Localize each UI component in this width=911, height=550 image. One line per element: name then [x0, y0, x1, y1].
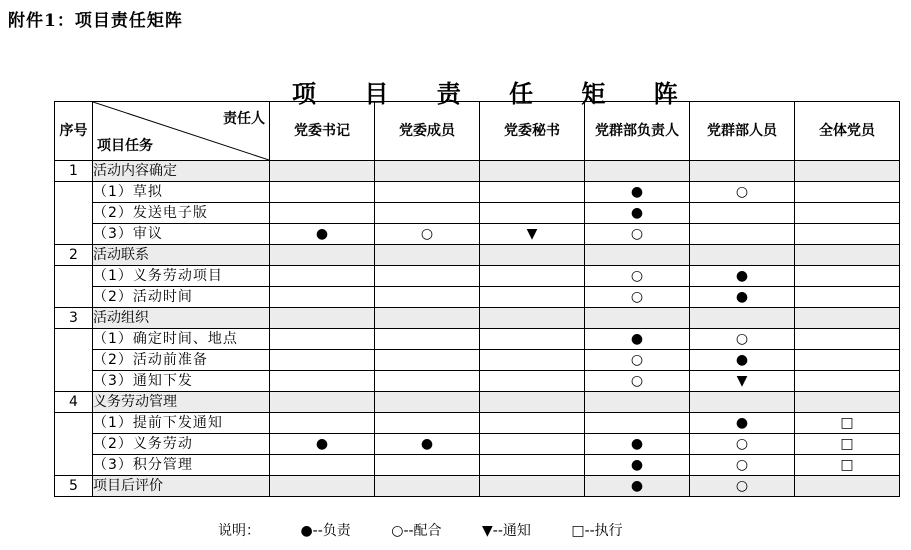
role-mark-cell — [690, 203, 795, 224]
role-mark-cell — [480, 413, 585, 434]
legend — [218, 520, 659, 540]
role-mark-cell — [480, 371, 585, 392]
row-seq: 2 — [55, 245, 93, 266]
row-task: 义务劳动管理 — [93, 392, 270, 413]
role-mark-cell: □ — [795, 413, 900, 434]
row-seq-blank — [55, 329, 93, 392]
role-mark-cell — [795, 392, 900, 413]
role-mark-cell — [375, 245, 480, 266]
responsibility-matrix — [54, 101, 900, 497]
header-seq: 序号 — [55, 102, 93, 161]
role-mark-cell — [375, 182, 480, 203]
role-mark-cell — [795, 161, 900, 182]
row-task: （1）草拟 — [93, 182, 270, 203]
role-mark-cell — [795, 476, 900, 497]
role-mark-cell — [270, 476, 375, 497]
header-role: 全体党员 — [795, 102, 900, 161]
category-row — [55, 308, 900, 329]
role-mark-cell — [270, 203, 375, 224]
role-mark-cell — [270, 413, 375, 434]
role-mark-cell — [375, 476, 480, 497]
role-mark-cell: ○ — [585, 371, 690, 392]
role-mark-cell — [270, 287, 375, 308]
role-mark-cell: ○ — [585, 224, 690, 245]
role-mark-cell — [375, 287, 480, 308]
role-mark-cell — [270, 266, 375, 287]
row-seq-blank — [55, 413, 93, 476]
role-mark-cell: ○ — [690, 182, 795, 203]
row-task: （1）确定时间、地点 — [93, 329, 270, 350]
legend-item: ●--负责 — [300, 523, 351, 539]
role-mark-cell: □ — [795, 434, 900, 455]
table-row — [55, 413, 900, 434]
role-mark-cell — [270, 392, 375, 413]
role-mark-cell — [690, 308, 795, 329]
role-mark-cell: ○ — [690, 434, 795, 455]
header-role: 党委书记 — [270, 102, 375, 161]
role-mark-cell — [690, 224, 795, 245]
role-mark-cell — [270, 245, 375, 266]
row-task: （3）审议 — [93, 224, 270, 245]
table-row — [55, 182, 900, 203]
role-mark-cell — [480, 455, 585, 476]
row-task: （2）活动前准备 — [93, 350, 270, 371]
row-seq: 1 — [55, 161, 93, 182]
role-mark-cell — [690, 245, 795, 266]
role-mark-cell — [375, 371, 480, 392]
role-mark-cell: ○ — [690, 455, 795, 476]
row-seq: 4 — [55, 392, 93, 413]
role-mark-cell — [375, 455, 480, 476]
role-mark-cell: ● — [690, 287, 795, 308]
role-mark-cell: ● — [375, 434, 480, 455]
role-mark-cell: ● — [585, 329, 690, 350]
role-mark-cell: ● — [270, 434, 375, 455]
role-mark-cell — [795, 224, 900, 245]
role-mark-cell: ● — [585, 203, 690, 224]
role-mark-cell — [375, 161, 480, 182]
role-mark-cell — [480, 329, 585, 350]
role-mark-cell — [585, 413, 690, 434]
role-mark-cell — [375, 392, 480, 413]
role-mark-cell — [480, 476, 585, 497]
role-mark-cell — [795, 350, 900, 371]
role-mark-cell — [690, 392, 795, 413]
row-task: （3）通知下发 — [93, 371, 270, 392]
role-mark-cell — [585, 245, 690, 266]
row-task: 项目后评价 — [93, 476, 270, 497]
role-mark-cell — [480, 245, 585, 266]
row-task: （2）发送电子版 — [93, 203, 270, 224]
row-task: （1）提前下发通知 — [93, 413, 270, 434]
row-task: （2）活动时间 — [93, 287, 270, 308]
table-row — [55, 287, 900, 308]
row-seq: 5 — [55, 476, 93, 497]
legend-item: ○--配合 — [391, 523, 442, 539]
role-mark-cell: ● — [585, 434, 690, 455]
table-row — [55, 434, 900, 455]
category-row — [55, 476, 900, 497]
role-mark-cell: ● — [585, 476, 690, 497]
role-mark-cell — [270, 329, 375, 350]
role-mark-cell — [375, 329, 480, 350]
role-mark-cell — [270, 455, 375, 476]
header-role: 党群部人员 — [690, 102, 795, 161]
matrix-body — [55, 161, 900, 497]
role-mark-cell: ▼ — [690, 371, 795, 392]
role-mark-cell: ○ — [690, 329, 795, 350]
role-mark-cell — [270, 308, 375, 329]
row-seq-blank — [55, 266, 93, 308]
row-seq: 3 — [55, 308, 93, 329]
role-mark-cell — [375, 266, 480, 287]
header-responsible-person: 责任人 — [223, 111, 265, 127]
role-mark-cell — [270, 350, 375, 371]
role-mark-cell: ○ — [585, 287, 690, 308]
table-row — [55, 329, 900, 350]
role-mark-cell: ○ — [585, 266, 690, 287]
role-mark-cell: □ — [795, 455, 900, 476]
table-row — [55, 224, 900, 245]
table-row — [55, 203, 900, 224]
role-mark-cell — [480, 203, 585, 224]
attachment-title: 附件1：项目责任矩阵 — [8, 11, 183, 31]
legend-item: ▼--通知 — [482, 523, 531, 539]
table-title: 项 目 责 任 矩 阵 — [292, 79, 698, 108]
role-mark-cell — [375, 203, 480, 224]
role-mark-cell — [375, 413, 480, 434]
role-mark-cell — [270, 161, 375, 182]
role-mark-cell — [690, 161, 795, 182]
role-mark-cell — [480, 266, 585, 287]
role-mark-cell — [795, 287, 900, 308]
role-mark-cell: ● — [690, 413, 795, 434]
role-mark-cell — [270, 371, 375, 392]
role-mark-cell — [480, 287, 585, 308]
header-row — [55, 102, 900, 161]
role-mark-cell — [480, 161, 585, 182]
role-mark-cell: ○ — [585, 350, 690, 371]
table-row — [55, 455, 900, 476]
row-seq-blank — [55, 182, 93, 245]
role-mark-cell: ● — [270, 224, 375, 245]
row-task: （2）义务劳动 — [93, 434, 270, 455]
role-mark-cell — [375, 350, 480, 371]
legend-label: 说明： — [218, 523, 260, 539]
role-mark-cell — [795, 203, 900, 224]
header-role: 党委成员 — [375, 102, 480, 161]
role-mark-cell — [375, 308, 480, 329]
row-task: 活动联系 — [93, 245, 270, 266]
row-task: 活动内容确定 — [93, 161, 270, 182]
header-role: 党委秘书 — [480, 102, 585, 161]
role-mark-cell — [795, 266, 900, 287]
category-row — [55, 392, 900, 413]
legend-item: □--执行 — [571, 523, 623, 539]
role-mark-cell — [480, 182, 585, 203]
role-mark-cell — [480, 308, 585, 329]
role-mark-cell: ○ — [375, 224, 480, 245]
row-task: 活动组织 — [93, 308, 270, 329]
table-row — [55, 371, 900, 392]
role-mark-cell — [585, 392, 690, 413]
role-mark-cell — [480, 392, 585, 413]
header-diagonal-cell — [93, 102, 270, 161]
role-mark-cell: ● — [585, 455, 690, 476]
role-mark-cell — [795, 371, 900, 392]
table-row — [55, 266, 900, 287]
role-mark-cell — [795, 182, 900, 203]
role-mark-cell — [585, 308, 690, 329]
table-row — [55, 350, 900, 371]
role-mark-cell — [795, 245, 900, 266]
role-mark-cell — [480, 434, 585, 455]
category-row — [55, 161, 900, 182]
role-mark-cell — [795, 329, 900, 350]
header-role: 党群部负责人 — [585, 102, 690, 161]
role-mark-cell: ● — [585, 182, 690, 203]
header-project-task: 项目任务 — [97, 138, 153, 154]
row-task: （3）积分管理 — [93, 455, 270, 476]
role-mark-cell — [270, 182, 375, 203]
role-mark-cell: ● — [690, 350, 795, 371]
role-mark-cell — [480, 350, 585, 371]
role-mark-cell — [795, 308, 900, 329]
row-task: （1）义务劳动项目 — [93, 266, 270, 287]
role-mark-cell — [585, 161, 690, 182]
role-mark-cell: ○ — [690, 476, 795, 497]
category-row — [55, 245, 900, 266]
role-mark-cell: ● — [690, 266, 795, 287]
role-mark-cell: ▼ — [480, 224, 585, 245]
